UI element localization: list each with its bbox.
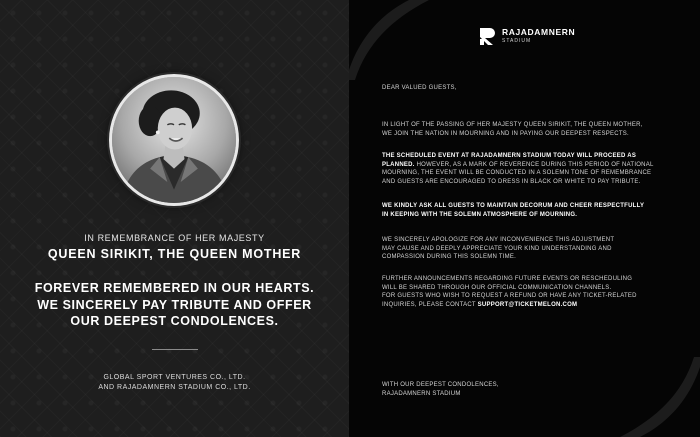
letter-line: AND GUESTS ARE ENCOURAGED TO DRESS IN BLACK OR WHITE TO PAY TRIBUTE. [382, 178, 641, 185]
support-email: SUPPORT@TICKETMELON.COM [477, 301, 578, 308]
tribute-message [0, 280, 349, 330]
letter-line: MAY CAUSE AND DEEPLY APPRECIATE YOUR KIND UNDERSTANDING AND [382, 245, 612, 252]
letter-closing [382, 381, 672, 398]
org-line: GLOBAL SPORT VENTURES CO., LTD. [103, 374, 246, 381]
announcement-panel [349, 0, 700, 437]
rajadamnern-logo [478, 26, 578, 48]
closing-line: WITH OUR DEEPEST CONDOLENCES, [382, 382, 499, 388]
decorum-request: WE KINDLY ASK ALL GUESTS TO MAINTAIN DECORUM AND CHEER RESPECTFULLY [382, 203, 645, 209]
logo-subtitle: STADIUM [502, 38, 532, 44]
signature-line: RAJADAMNERN STADIUM [382, 390, 461, 397]
organization-names [0, 373, 349, 393]
letter-line: MOURNING, THE EVENT WILL BE CONDUCTED IN A SOLEMN TONE OF REMEMBRANCE [382, 170, 652, 177]
letter-paragraph-4 [382, 236, 672, 262]
letter-paragraph-2 [382, 152, 672, 186]
letter-line: IN LIGHT OF THE PASSING OF HER MAJESTY QUEEN SIRIKIT, THE QUEEN MOTHER, [382, 122, 643, 128]
letter-line: COMPASSION DURING THIS SOLEMN TIME. [382, 254, 517, 261]
logo-wordmark: RAJADAMNERN [502, 27, 576, 37]
letter-greeting: DEAR VALUED GUESTS, [382, 85, 457, 91]
portrait-image [112, 77, 236, 203]
tribute-line: WE SINCERELY PAY TRIBUTE AND OFFER [37, 297, 312, 312]
divider [152, 349, 198, 350]
letter-line: WILL BE SHARED THROUGH OUR OFFICIAL COMMUNICATION CHANNELS. [382, 284, 612, 291]
letter-text: INQUIRIES, PLEASE CONTACT [382, 301, 478, 308]
tribute-line: FOREVER REMEMBERED IN OUR HEARTS. [34, 281, 315, 295]
letter-paragraph-5 [382, 275, 672, 309]
org-line: AND RAJADAMNERN STADIUM CO., LTD. [98, 384, 251, 391]
letter-paragraph-3 [382, 202, 672, 219]
tribute-panel [0, 0, 349, 437]
letter-paragraph-1 [382, 121, 672, 138]
remembrance-heading: IN REMEMBRANCE OF HER MAJESTY [84, 233, 265, 243]
letter-line: WE SINCERELY APOLOGIZE FOR ANY INCONVENIENCE THIS ADJUSTMENT [382, 237, 615, 243]
event-proceeds-notice-end: PLANNED. [382, 161, 415, 168]
letter-text: HOWEVER, AS A MARK OF REVERENCE DURING THIS PERIOD OF NATIONAL [414, 161, 654, 168]
queen-name: QUEEN SIRIKIT, THE QUEEN MOTHER [47, 247, 302, 261]
letter-line: FOR GUESTS WHO WISH TO REQUEST A REFUND OR HAVE ANY TICKET-RELATED [382, 293, 637, 300]
memorial-portrait [109, 74, 239, 206]
rajadamnern-r-logo-icon [478, 26, 498, 46]
decorative-arc-top [349, 0, 429, 80]
letter-line: FURTHER ANNOUNCEMENTS REGARDING FUTURE EVENTS OR RESCHEDULING [382, 276, 633, 282]
decorum-request: IN KEEPING WITH THE SOLEMN ATMOSPHERE OF MOURNING. [382, 211, 578, 218]
letter-line: WE JOIN THE NATION IN MOURNING AND IN PAYING OUR DEEPEST RESPECTS. [382, 130, 629, 137]
tribute-line: OUR DEEPEST CONDOLENCES. [70, 314, 279, 328]
event-proceeds-notice: THE SCHEDULED EVENT AT RAJADAMNERN STADIUM TODAY WILL PROCEED AS [382, 153, 637, 159]
